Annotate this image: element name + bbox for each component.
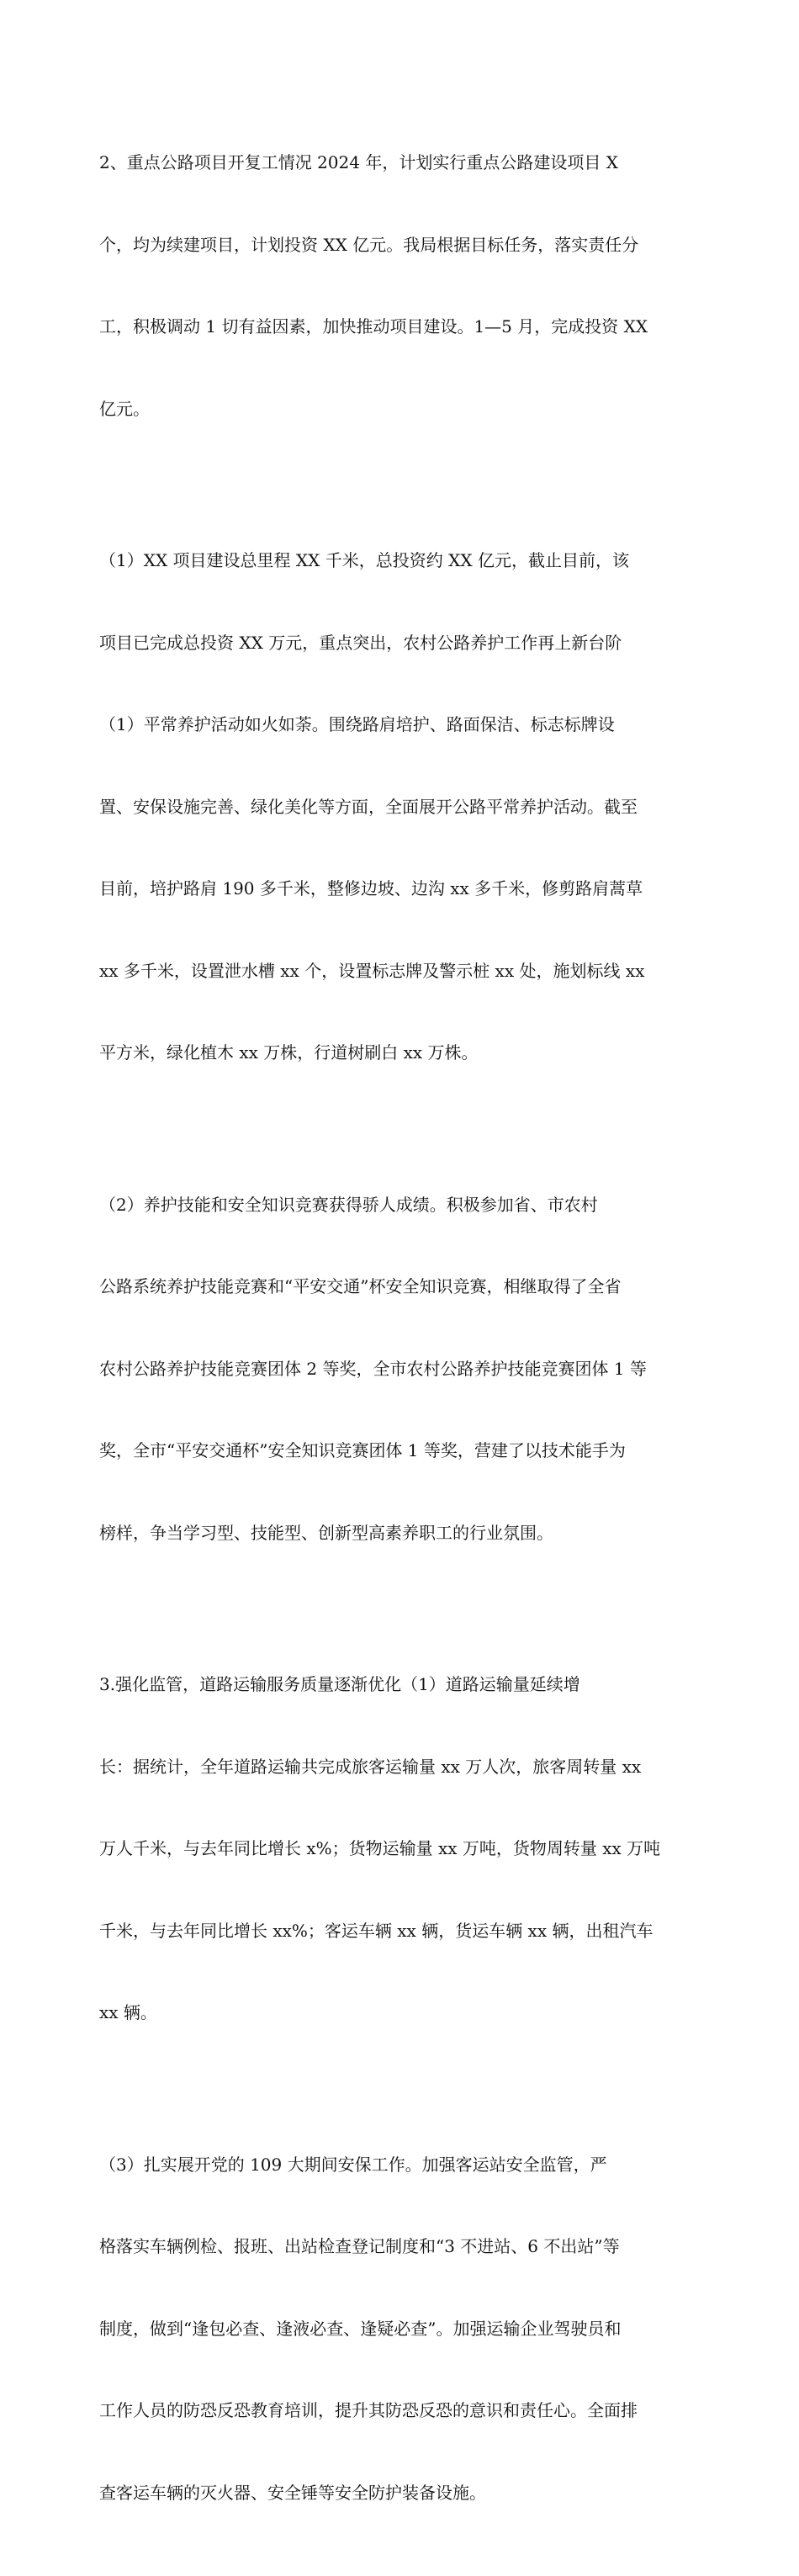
text-line: xx 多千米，设置泄水槽 xx 个，设置标志牌及警示桩 xx 处，施划标线 xx — [99, 960, 645, 981]
text-line: 格落实车辆例检、报班、出站检查登记制度和“3 不进站、6 不出站”等 — [99, 2236, 620, 2256]
text-line: 工，积极调动 1 切有益因素，加快推动项目建设。1—5 月，完成投资 XX — [99, 316, 648, 337]
text-line: 2、重点公路项目开复工情况 2024 年，计划实行重点公路建设项目 X — [99, 152, 618, 172]
text-line: （2）养护技能和安全知识竞赛获得骄人成绩。积极参加省、市农村 — [99, 1194, 598, 1215]
text-line: 目前，培护路肩 190 多千米，整修边坡、边沟 xx 多千米，修剪路肩蒿草 — [99, 878, 643, 898]
text-line: 置、安保设施完善、绿化美化等方面，全面展开公路平常养护活动。截至 — [99, 796, 638, 817]
paragraph-road-maintenance — [99, 492, 700, 1121]
document-body — [99, 94, 700, 2576]
text-line: 工作人员的防恐反恐教育培训，提升其防恐反恐的意识和责任心。全面排 — [99, 2400, 638, 2420]
text-line: 公路系统养护技能竞赛和“平安交通”杯安全知识竞赛，相继取得了全省 — [99, 1276, 622, 1296]
text-line: 个，均为续建项目，计划投资 XX 亿元。我局根据目标任务，落实责任分 — [99, 234, 639, 255]
paragraph-transport-supervision — [99, 1616, 700, 2081]
text-line: 万人千米，与去年同比增长 x%；货物运输量 xx 万吨，货物周转量 xx 万吨 — [99, 1838, 661, 1858]
text-line: 项目已完成总投资 XX 万元，重点突出，农村公路养护工作再上新台阶 — [99, 632, 622, 653]
text-line: （1）XX 项目建设总里程 XX 千米，总投资约 XX 亿元，截止目前，该 — [99, 550, 629, 570]
text-line: 榜样，争当学习型、技能型、创新型高素养职工的行业氛围。 — [99, 1522, 553, 1543]
paragraph-skills-competition — [99, 1137, 700, 1602]
paragraph-security-work — [99, 2096, 700, 2562]
text-line: 长：据统计，全年道路运输共完成旅客运输量 xx 万人次，旅客周转量 xx — [99, 1756, 642, 1777]
text-line: 制度，做到“逢包必查、逢液必查、逢疑必查”。加强运输企业驾驶员和 — [99, 2318, 622, 2339]
text-line: 平方米，绿化植木 xx 万株，行道树刷白 xx 万株。 — [99, 1042, 479, 1063]
text-line: 3.强化监管，道路运输服务质量逐渐优化（1）道路运输量延续增 — [99, 1674, 580, 1694]
text-line: xx 辆。 — [99, 2002, 157, 2022]
text-line: 千米，与去年同比增长 xx%；客运车辆 xx 辆，货运车辆 xx 辆，出租汽车 — [99, 1920, 653, 1941]
paragraph-key-projects — [99, 94, 700, 477]
text-line: 农村公路养护技能竞赛团体 2 等奖，全市农村公路养护技能竞赛团体 1 等 — [99, 1358, 647, 1379]
text-line: 亿元。 — [99, 398, 150, 419]
text-line: （1）平常养护活动如火如荼。围绕路肩培护、路面保洁、标志标牌设 — [99, 714, 615, 734]
text-line: （3）扎实展开党的 109 大期间安保工作。加强客运站安全监管，严 — [99, 2154, 607, 2175]
text-line: 查客运车辆的灭火器、安全锤等安全防护装备设施。 — [99, 2482, 486, 2503]
text-line: 奖，全市“平安交通杯”安全知识竞赛团体 1 等奖，营建了以技术能手为 — [99, 1440, 626, 1460]
